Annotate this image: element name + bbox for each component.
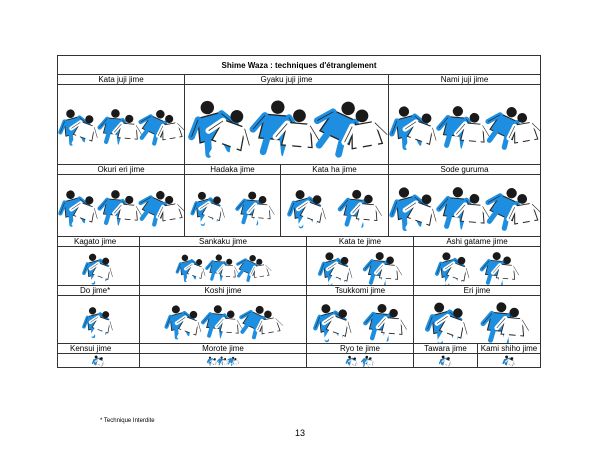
- technique-illustration: [58, 354, 139, 367]
- cell-ryo-te-jime: [307, 344, 414, 367]
- judoka-figures: [58, 296, 139, 343]
- technique-illustration: [140, 247, 306, 285]
- technique-label: Ryo te jime: [307, 344, 413, 354]
- technique-label: Sankaku jime: [140, 237, 306, 247]
- technique-illustration: [414, 247, 540, 285]
- technique-illustration: [389, 85, 540, 164]
- table-title: Shime Waza : techniques d'étranglement: [58, 56, 540, 75]
- cell-do-jime: [58, 286, 140, 344]
- judoka-figures: [414, 354, 477, 367]
- technique-label: Tsukkomi jime: [307, 286, 413, 296]
- cell-kami-shiho-jime: [478, 344, 540, 367]
- technique-label: Kata ha jime: [281, 165, 388, 175]
- technique-label: Eri jime: [414, 286, 540, 296]
- technique-illustration: [478, 354, 540, 367]
- technique-label: Do jime*: [58, 286, 139, 296]
- judoka-figures: [58, 247, 139, 285]
- page-number: 13: [294, 428, 305, 438]
- judoka-figures: [58, 354, 139, 367]
- cell-morote-jime: [140, 344, 307, 367]
- technique-illustration: [140, 296, 306, 343]
- technique-illustration: [140, 354, 306, 367]
- cell-tsukkomi-jime: [307, 286, 414, 344]
- cell-kagato-jime: [58, 237, 140, 286]
- cell-tawara-jime: [414, 344, 478, 367]
- cell-sode-guruma: [389, 165, 540, 237]
- technique-label: Ashi gatame jime: [414, 237, 540, 247]
- technique-label: Tawara jime: [414, 344, 477, 354]
- technique-label: Kata juji jime: [58, 75, 184, 85]
- judoka-figures: [140, 354, 306, 367]
- judoka-figures: [389, 85, 540, 164]
- technique-label: Kata te jime: [307, 237, 413, 247]
- technique-label: Nami juji jime: [389, 75, 540, 85]
- judoka-figures: [389, 175, 540, 236]
- cell-hadaka-jime: [185, 165, 281, 237]
- technique-illustration: [58, 85, 184, 164]
- technique-label: Okuri eri jime: [58, 165, 184, 175]
- judoka-figures: [307, 247, 413, 285]
- technique-illustration: [185, 85, 388, 164]
- technique-illustration: [58, 175, 184, 236]
- cell-kata-juji-jime: [58, 75, 185, 165]
- technique-illustration: [307, 296, 413, 343]
- judoka-figures: [281, 175, 388, 236]
- cell-nami-juji-jime: [389, 75, 540, 165]
- judoka-figures: [185, 175, 280, 236]
- technique-illustration: [307, 354, 413, 367]
- technique-label: Kensui jime: [58, 344, 139, 354]
- technique-illustration: [414, 296, 540, 343]
- technique-illustration: [185, 175, 280, 236]
- techniques-table: [57, 55, 541, 368]
- cell-eri-jime: [414, 286, 540, 344]
- technique-label: Kagato jime: [58, 237, 139, 247]
- cell-sankaku-jime: [140, 237, 307, 286]
- cell-koshi-jime: [140, 286, 307, 344]
- footnote: * Technique Interdite: [100, 418, 155, 424]
- judoka-figures: [478, 354, 540, 367]
- technique-label: Koshi jime: [140, 286, 306, 296]
- cell-gyaku-juji-jime: [185, 75, 389, 165]
- judoka-figures: [307, 354, 413, 367]
- technique-label: Morote jime: [140, 344, 306, 354]
- technique-label: Gyaku juji jime: [185, 75, 388, 85]
- judoka-figures: [307, 296, 413, 343]
- cell-kata-te-jime: [307, 237, 414, 286]
- cell-kata-ha-jime: [281, 165, 389, 237]
- technique-illustration: [307, 247, 413, 285]
- technique-label: Kami shiho jime: [478, 344, 540, 354]
- judoka-figures: [414, 296, 540, 343]
- judoka-figures: [58, 85, 184, 164]
- technique-illustration: [58, 247, 139, 285]
- technique-illustration: [389, 175, 540, 236]
- technique-illustration: [414, 354, 477, 367]
- technique-illustration: [281, 175, 388, 236]
- judoka-figures: [185, 85, 388, 164]
- judoka-figures: [140, 247, 306, 285]
- judoka-figures: [58, 175, 184, 236]
- cell-kensui-jime: [58, 344, 140, 367]
- judoka-figures: [414, 247, 540, 285]
- cell-okuri-eri-jime: [58, 165, 185, 237]
- cell-ashi-gatame-jime: [414, 237, 540, 286]
- technique-label: Hadaka jime: [185, 165, 280, 175]
- technique-label: Sode guruma: [389, 165, 540, 175]
- judoka-figures: [140, 296, 306, 343]
- technique-illustration: [58, 296, 139, 343]
